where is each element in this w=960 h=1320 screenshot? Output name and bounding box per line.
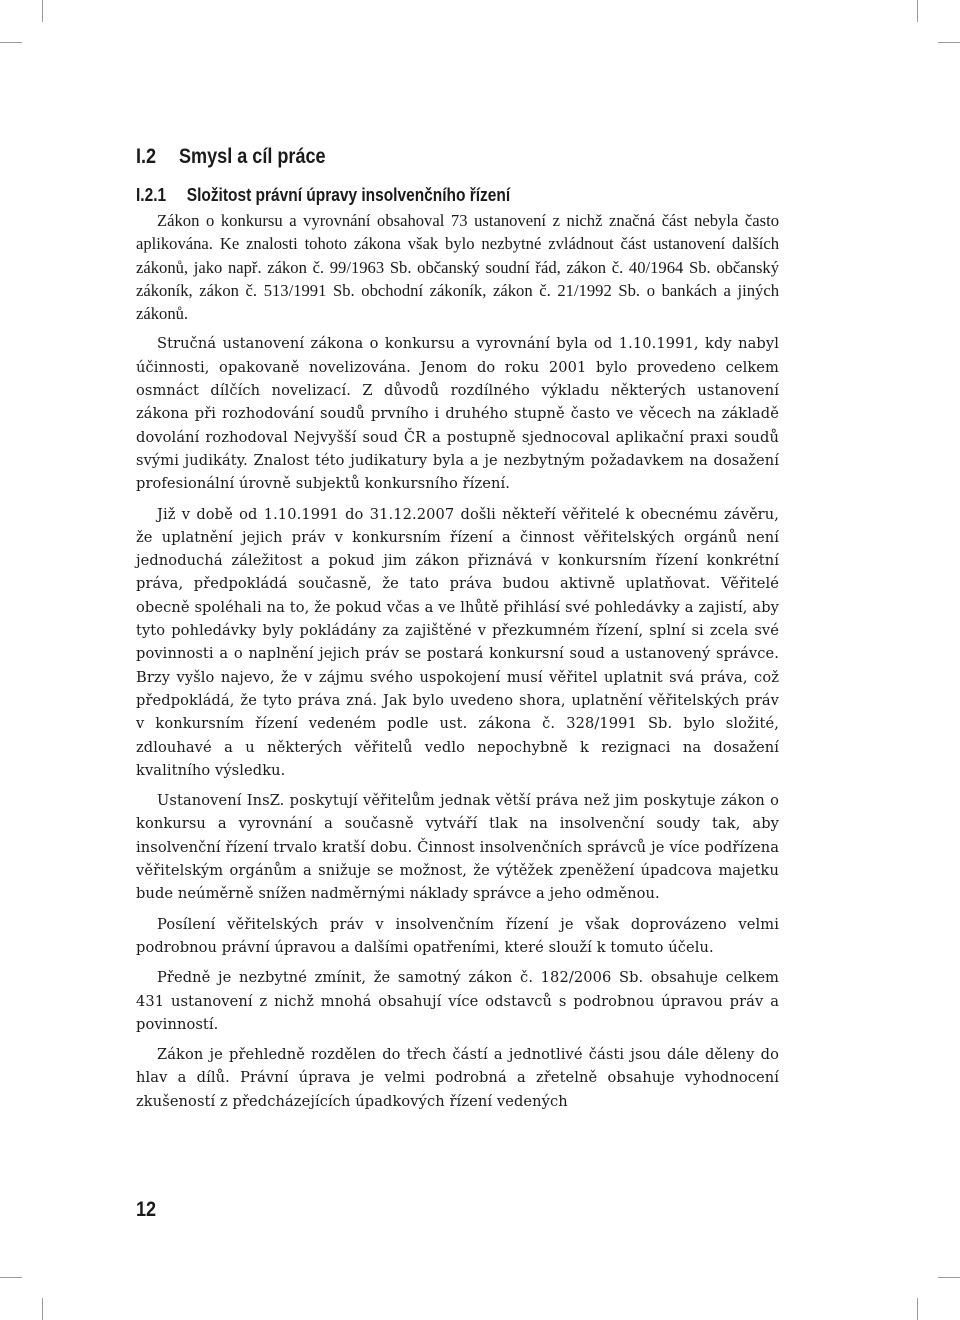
crop-mark [938, 42, 960, 43]
page-number: 12 [136, 1198, 157, 1221]
crop-mark [917, 0, 918, 22]
paragraph: Předně je nezbytné zmínit, že samotný zákon č. 182/2006 Sb. obsahuje celkem 431 ustanovení z nichž mnohá obsahují více odstavců s podrobnou úpravou práv a povinností. [136, 969, 779, 1033]
paragraph: Zákon o konkursu a vyrovnání obsahoval 73 ustanovení z nichž značná část nebyla často aplikována. Ke znalosti tohoto zákona však bylo nezbytné zvládnout část ustanovení dalších zákonů, jako např. zákon č. 99/1963 Sb. občanský soudní řád, zákon č. 40/1964 Sb. občanský zákoník, zákon č. 513/1991 Sb. obchodní zákoník, zákon č. 21/1992 Sb. o bankách a jiných zákonů. [136, 211, 779, 324]
subsection-number: I.2.1 [136, 185, 167, 205]
crop-mark [938, 1277, 960, 1278]
paragraph: Posílení věřitelských práv v insolvenčním řízení je však doprovázeno velmi podrobnou právní úpravou a dalšími opatřeními, které slouží k tomuto účelu. [136, 915, 779, 956]
paragraph: Stručná ustanovení zákona o konkursu a vyrovnání byla od 1.10.1991, kdy nabyl účinnosti, opakovaně novelizována. Jenom do roku 2001 bylo provedeno celkem osmnáct dílčích novelizací. Z důvodů rozdílného výkladu některých ustanovení zákona při rozhodování soudů prvního i druhého stupně často ve věcech na základě dovolání rozhodoval Nejvyšší soud ČR a postupně sjednocoval aplikační praxi soudů svými judikáty. Znalost této judikatury byla a je nezbytným požadavkem na dosažení profesionální úrovně subjektů konkursního řízení. [136, 335, 779, 493]
section-number: I.2 [136, 145, 157, 168]
body-text [136, 209, 779, 1120]
paragraph: Ustanovení InsZ. poskytují věřitelům jednak větší práva než jim poskytuje zákon o konkursu a vyrovnání a současně vytváří tlak na insolvenční soudy tak, aby insolvenční řízení trvalo kratší dobu. Činnost insolvenčních správců je více podřízena věřitelským orgánům a snižuje se možnost, že výtěžek zpeněžení úpadcova majetku bude neúměrně snížen nadměrnými náklady správce a jeho odměnou. [136, 792, 779, 903]
crop-mark [0, 1277, 22, 1278]
section-title: Smysl a cíl práce [179, 145, 326, 168]
section-heading [136, 143, 326, 171]
paragraph: Zákon je přehledně rozdělen do třech částí a jednotlivé části jsou dále děleny do hlav a dílů. Právní úprava je velmi podrobná a zřetelně obsahuje vyhodnocení zkušeností z předcházejících úpadkových řízení vedených [136, 1046, 779, 1110]
crop-mark [0, 42, 22, 43]
subsection-title: Složitost právní úpravy insolvenčního řízení [186, 185, 511, 205]
paragraph: Již v době od 1.10.1991 do 31.12.2007 došli někteří věřitelé k obecnému závěru, že uplatnění jejich práv v konkursním řízení a činnost věřitelských orgánů není jednoduchá záležitost a pokud jim zákon přiznává v konkursním řízení konkrétní práva, předpokládá současně, že tato práva budou aktivně uplatňovat. Věřitelé obecně spoléhali na to, že pokud včas a ve lhůtě přihlásí své pohledávky a zajistí, aby tyto pohledávky byly pokládány za zajištěné v přezkumném řízení, splní si zcela své povinnosti a o naplnění jejich práv se postará konkursní soud a ustanovený správce. Brzy vyšlo najevo, že v zájmu svého uspokojení musí věřitel uplatnit svá práva, což předpokládá, že tyto práva zná. Jak bylo uvedeno shora, uplatnění věřitelských práv v konkursním řízení vedeném podle ust. zákona č. 328/1991 Sb. bylo složité, zdlouhavé a u některých věřitelů vedlo nepochybně k rezignaci na dosažení kvalitního výsledku. [136, 505, 779, 779]
crop-mark [917, 1298, 918, 1320]
crop-mark [42, 0, 43, 22]
crop-mark [42, 1298, 43, 1320]
subsection-heading [136, 183, 510, 207]
